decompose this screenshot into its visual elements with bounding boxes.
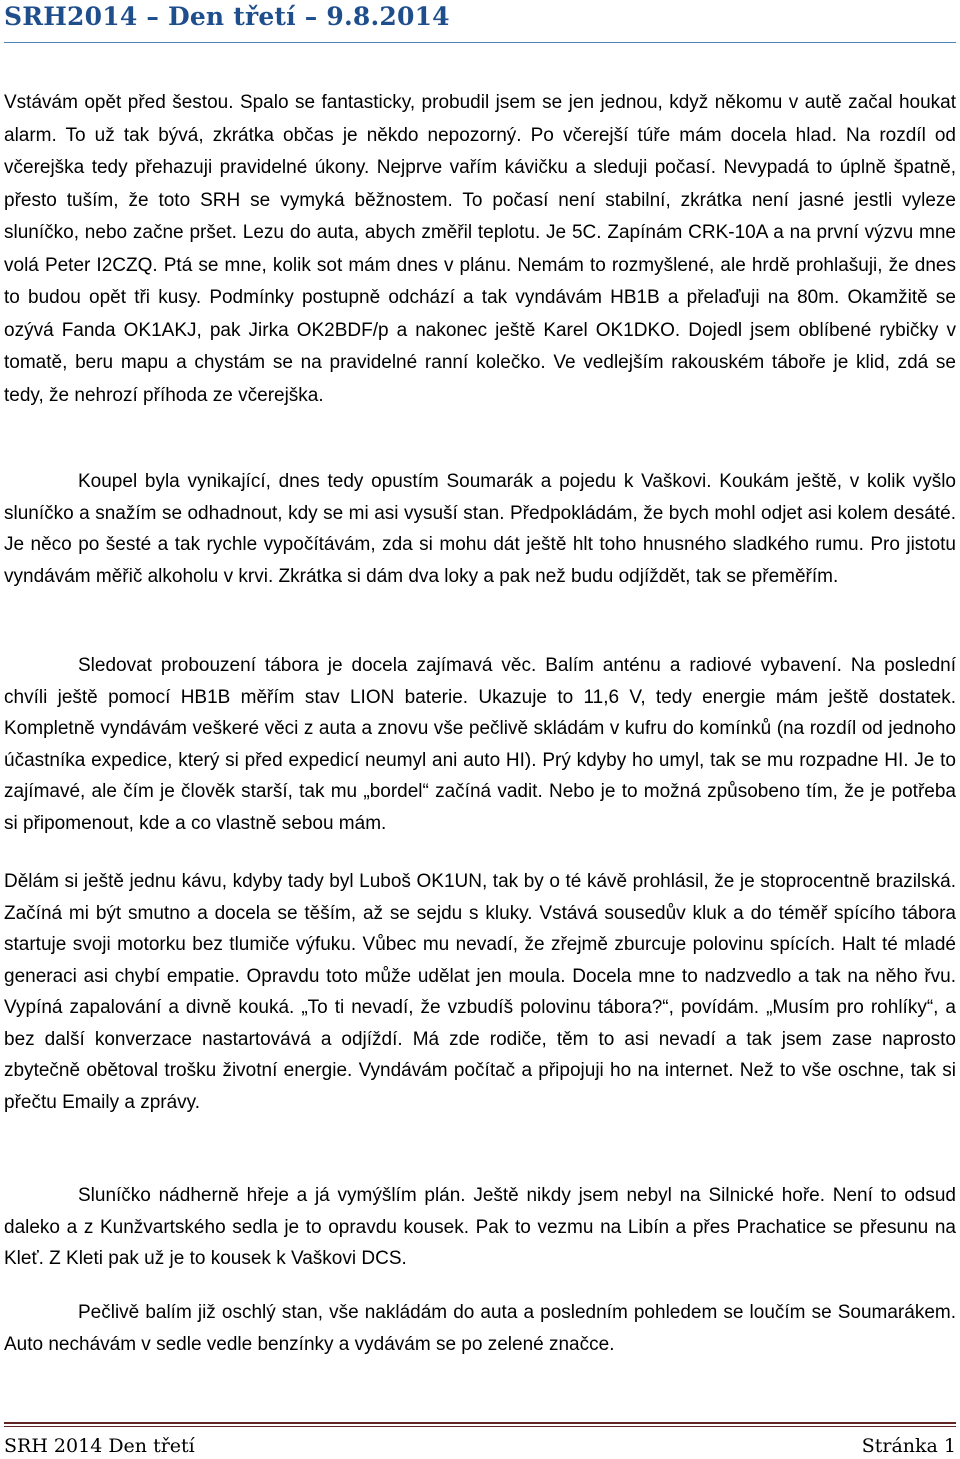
document-title: SRH2014 – Den třetí – 9.8.2014 xyxy=(4,2,450,31)
footer-document-name: SRH 2014 Den třetí xyxy=(4,1435,195,1457)
paragraph-1: Vstávám opět před šestou. Spalo se fantasticky, probudil jsem se jen jednou, když někomu v autě začal houkat alarm. To už tak bývá, zkrátka občas je někdo nepozorný. Po včerejší túře mám docela hlad. Na rozdíl od včerejška tedy přehazuji pravidelné úkony. Nejprve vařím kávičku a sleduji počasí. Nevypadá to úplně špatně, přesto tuším, že toto SRH se vymyká běžnostem. To počasí není stabilní, zkrátka není jasné jestli vyleze sluníčko, nebo začne pršet. Lezu do auta, abych změřil teplotu. Je 5C. Zapínám CRK-10A a na první výzvu mne volá Peter I2CZQ. Ptá se mne, kolik sot mám dnes v plánu. Nemám to rozmyšlené, ale hrdě prohlašuji, že dnes to budou opět tři kusy. Podmínky postupně odchází a tak vyndávám HB1B a přelaďuji na 80m. Okamžitě se ozývá Fanda OK1AKJ, pak Jirka OK2BDF/p a nakonec ještě Karel OK1DKO. Dojedl jsem oblíbené rybičky v tomatě, beru mapu a chystám se na pravidelné ranní kolečko. Ve vedlejším rakouském táboře je klid, zdá se tedy, že nehrozí příhoda ze včerejška. xyxy=(4,92,956,406)
footer-page-number: Stránka 1 xyxy=(861,1435,956,1457)
paragraph-5: Sluníčko nádherně hřeje a já vymýšlím plán. Ještě nikdy jsem nebyl na Silnické hoře. Není to odsud daleko a z Kunžvartského sedla je to opravdu kousek. Pak to vezmu na Libín a přes Prachatice se přesunu na Kleť. Z Kleti pak už je to kousek k Vaškovi DCS. xyxy=(4,1185,956,1269)
paragraph-3: Sledovat probouzení tábora je docela zajímavá věc. Balím anténu a radiové vybavení. Na poslední chvíli ještě pomocí HB1B měřím stav LION baterie. Ukazuje to 11,6 V, tedy energie mám ještě dostatek. Kompletně vyndávám veškeré věci z auta a znovu vše pečlivě skládám v kufru do komínků (na rozdíl od jednoho účastníka expedice, který si před expedicí neumyl ani auto HI). Prý kdyby ho umyl, tak se mu rozpadne HI. Je to zajímavé, ale čím je člověk starší, tak mu „bordel“ začíná vadit. Nebo je to možná způsobeno tím, že je potřeba si připomenout, kde a co vlastně sebou mám. xyxy=(4,655,956,834)
paragraph-6: Pečlivě balím již oschlý stan, vše nakládám do auta a posledním pohledem se loučím se Soumarákem. Auto nechávám v sedle vedle benzínky a vydávám se po zelené značce. xyxy=(4,1302,956,1355)
paragraph-4: Dělám si ještě jednu kávu, kdyby tady byl Luboš OK1UN, tak by o té kávě prohlásil, že je stoprocentně brazilská. Začíná mi být smutno a docela se těším, až se sejdu s kluky. Vstává sousedův kluk a do téměř spícího tábora startuje svoji motorku bez tlumiče výfuku. Vůbec mu nevadí, že zřejmě zburcuje polovinu spících. Halt té mladé generaci asi chybí empatie. Opravdu toto může udělat jen moula. Docela mne to nadzvedlo a tak na něho řvu. Vypíná zapalování a divně kouká. „To ti nevadí, že vzbudíš polovinu tábora?“, povídám. „Musím pro rohlíky“, a bez další konverzace nastartovává a odjíždí. Má zde rodiče, těm to asi nevadí a tak jsem zase naprosto zbytečně obětoval trošku životní energie. Vyndávám počítač a připojuji ho na internet. Než to vše oschne, tak si přečtu Emaily a zprávy. xyxy=(4,871,956,1113)
title-divider xyxy=(4,42,956,43)
footer-divider-thin xyxy=(4,1426,956,1427)
footer-divider-thick xyxy=(4,1422,956,1424)
document-page xyxy=(4,0,956,1459)
paragraph-2: Koupel byla vynikající, dnes tedy opustím Soumarák a pojedu k Vaškovi. Koukám ještě, v kolik vyšlo sluníčko a snažím se odhadnout, kdy se mi asi vysuší stan. Předpokládám, že bych mohl odjet asi kolem desáté. Je něco po šesté a tak rychle vypočítávám, zda si mohu dát ještě hlt toho hnusného sladkého rumu. Pro jistotu vyndávám měřič alkoholu v krvi. Zkrátka si dám dva loky a pak než budu odjíždět, tak se přeměřím. xyxy=(4,471,956,587)
